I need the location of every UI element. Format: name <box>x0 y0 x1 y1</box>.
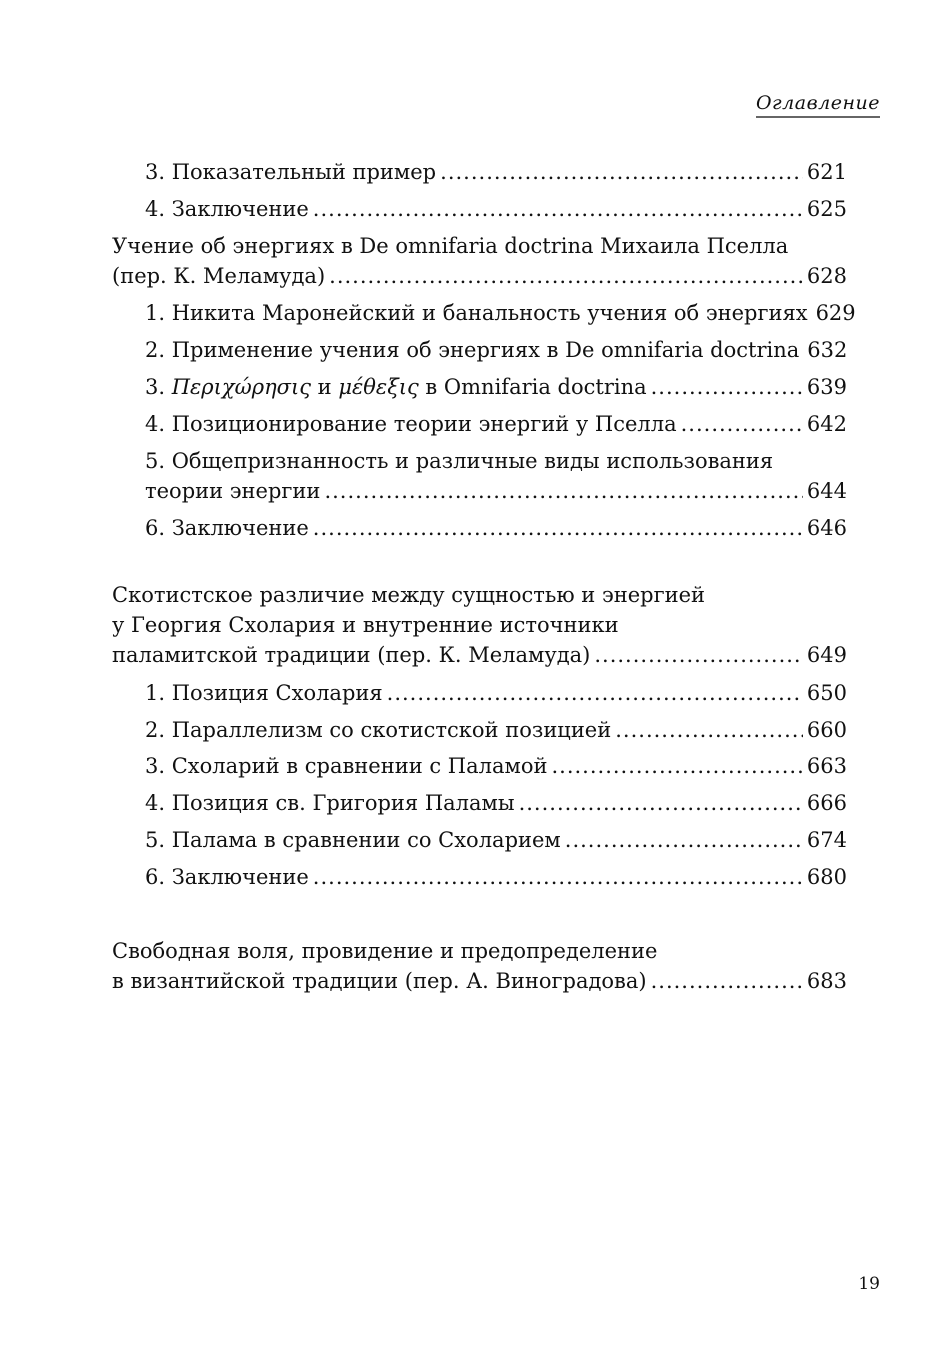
dot-leader <box>565 825 803 855</box>
toc-entry <box>112 231 847 291</box>
toc-entry <box>145 788 847 818</box>
toc-entry <box>145 157 847 187</box>
toc-entry <box>145 715 847 745</box>
dot-leader <box>387 678 803 708</box>
page-number: 19 <box>858 1274 880 1294</box>
dot-leader <box>440 157 803 187</box>
toc-page-number: 683 <box>806 969 847 993</box>
dot-leader <box>313 194 803 224</box>
toc-entry-title: 3. Показательный пример <box>145 160 437 184</box>
toc-entry-title: 5. Общепризнанность и различные виды использования <box>145 449 774 473</box>
toc-page-number: 629 <box>815 301 856 325</box>
toc-page-number: 663 <box>806 754 847 778</box>
dot-leader <box>681 409 803 439</box>
toc-entry-title: теории энергии <box>145 479 321 503</box>
toc-entry <box>145 446 847 506</box>
toc-entry <box>145 298 856 328</box>
dot-leader <box>313 513 803 543</box>
toc-entry-title: 4. Позиционирование теории энергий у Пселла <box>145 412 677 436</box>
dot-leader <box>651 372 803 402</box>
dot-leader <box>329 261 803 291</box>
toc-entry-title: 1. Позиция Схолария <box>145 681 383 705</box>
toc-page-number: 625 <box>806 197 847 221</box>
toc-entry <box>145 335 847 365</box>
toc-entry-title: Учение об энергиях в De omnifaria doctrina Михаила Пселла <box>112 234 789 258</box>
toc-entry-title: в византийской традиции (пер. А. Виноградова) <box>112 969 647 993</box>
toc-page-number: 680 <box>806 865 847 889</box>
toc-page-number: 666 <box>806 791 847 815</box>
toc-entry-title: 3. Περιχώρησις и μέθεξις в Omnifaria doctrina <box>145 375 647 399</box>
toc-entry-title: (пер. К. Меламуда) <box>112 264 326 288</box>
running-header: Оглавление <box>756 92 880 118</box>
toc-entry-title: 3. Схоларий в сравнении с Паламой <box>145 754 548 778</box>
toc-page-number: 650 <box>806 681 847 705</box>
dot-leader <box>594 640 803 670</box>
toc-entry <box>145 194 847 224</box>
toc-entry-title: 4. Заключение <box>145 197 309 221</box>
toc-page-number: 646 <box>806 516 847 540</box>
dot-leader <box>519 788 803 818</box>
toc-page-number: 660 <box>806 718 847 742</box>
dot-leader <box>324 476 802 506</box>
dot-leader <box>615 715 803 745</box>
toc-entry <box>145 751 847 781</box>
toc-page-number: 649 <box>806 643 847 667</box>
toc-entry-title: у Георгия Схолария и внутренние источники <box>112 613 619 637</box>
toc-entry <box>112 580 847 670</box>
toc-entry <box>145 513 847 543</box>
dot-leader <box>313 862 803 892</box>
toc-page-number: 642 <box>806 412 847 436</box>
toc-entry <box>145 372 847 402</box>
toc-entry <box>145 862 847 892</box>
toc-entry-title: 6. Заключение <box>145 865 309 889</box>
toc-entry-title: 1. Никита Маронейский и банальность учения об энергиях <box>145 301 808 325</box>
toc-page-number: 628 <box>806 264 847 288</box>
dot-leader <box>651 966 803 996</box>
toc-entry <box>145 409 847 439</box>
toc-entry-title: Скотистское различие между сущностью и энергией <box>112 583 706 607</box>
toc-entry <box>112 936 847 996</box>
toc-entry-title: 2. Параллелизм со скотистской позицией <box>145 718 612 742</box>
toc-entry-title: Свободная воля, провидение и предопределение <box>112 939 658 963</box>
toc-entry-title: 4. Позиция св. Григория Паламы <box>145 791 515 815</box>
toc-entry <box>145 678 847 708</box>
toc-entry-title: 6. Заключение <box>145 516 309 540</box>
toc-page-number: 644 <box>806 479 847 503</box>
toc-entry-title: паламитской традиции (пер. К. Меламуда) <box>112 643 591 667</box>
toc-page-number: 639 <box>806 375 847 399</box>
toc-entry-title: 2. Применение учения об энергиях в De omnifaria doctrina <box>145 338 800 362</box>
toc-entry <box>145 825 847 855</box>
toc-page-number: 632 <box>807 338 848 362</box>
dot-leader <box>551 751 802 781</box>
toc-page-number: 674 <box>806 828 847 852</box>
toc-entry-title: 5. Палама в сравнении со Схоларием <box>145 828 561 852</box>
toc-page-number: 621 <box>806 160 847 184</box>
